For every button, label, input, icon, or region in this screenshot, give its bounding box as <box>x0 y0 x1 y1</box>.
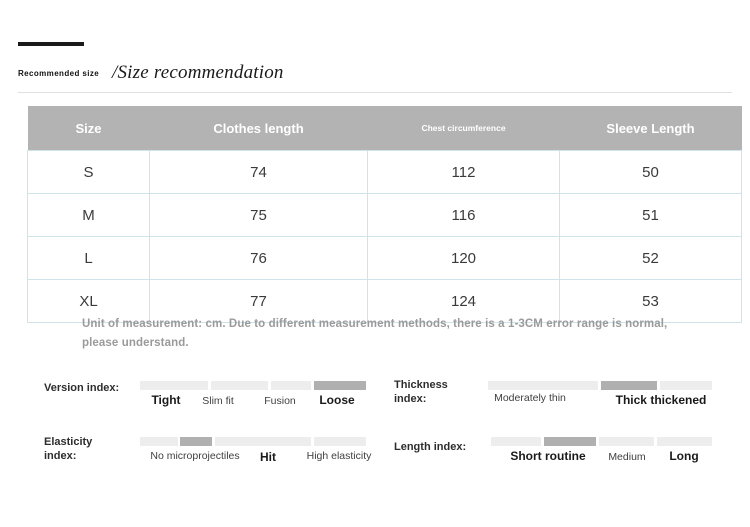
table-row <box>28 194 742 237</box>
cell-clothes-length: 75 <box>150 194 368 237</box>
cell-sleeve-length: 53 <box>560 280 742 323</box>
header-label: Recommended size <box>18 69 100 78</box>
header-divider <box>18 92 732 93</box>
thickness-tick-moderately-thin: Moderately thin <box>494 392 566 404</box>
length-tick-short-routine: Short routine <box>510 449 586 463</box>
elasticity-index-track-2 <box>215 437 311 446</box>
version-index-track-3 <box>271 381 311 390</box>
column-header-chest-circumference: Chest circumference <box>368 106 560 151</box>
table-header-row <box>28 106 742 151</box>
elasticity-index-label: Elasticity index: <box>44 436 93 462</box>
cell-chest-circumference: 124 <box>368 280 560 323</box>
cell-clothes-length: 74 <box>150 151 368 194</box>
length-index-fill <box>544 437 596 446</box>
length-index-label: Length index: <box>394 441 467 453</box>
cell-clothes-length: 77 <box>150 280 368 323</box>
cell-size: M <box>28 194 150 237</box>
thickness-index-fill <box>601 381 657 390</box>
elasticity-tick-high-elasticity: High elasticity <box>306 450 372 462</box>
version-index-track-2 <box>211 381 268 390</box>
cell-size: S <box>28 151 150 194</box>
length-tick-medium: Medium <box>608 451 646 463</box>
thickness-index-track-1 <box>488 381 598 390</box>
length-index-track-3 <box>657 437 712 446</box>
cell-chest-circumference: 116 <box>368 194 560 237</box>
table-row <box>28 237 742 280</box>
version-tick-tight: Tight <box>151 393 181 407</box>
cell-sleeve-length: 50 <box>560 151 742 194</box>
cell-sleeve-length: 51 <box>560 194 742 237</box>
length-index-track-2 <box>599 437 654 446</box>
version-tick-fusion: Fusion <box>264 395 296 407</box>
cell-chest-circumference: 112 <box>368 151 560 194</box>
size-table-header <box>28 106 742 151</box>
elasticity-index-track-3 <box>314 437 366 446</box>
version-index-track-1 <box>140 381 208 390</box>
cell-chest-circumference: 120 <box>368 237 560 280</box>
elasticity-tick-hit: Hit <box>260 450 276 464</box>
thickness-index-track-2 <box>660 381 712 390</box>
top-rule-decoration <box>18 42 84 46</box>
size-table <box>27 106 742 323</box>
length-tick-long: Long <box>669 449 699 463</box>
elasticity-index-track-1 <box>140 437 178 446</box>
thickness-tick-thick-thickened: Thick thickened <box>615 393 707 407</box>
page-title: /Size recommendation <box>112 62 284 83</box>
table-row <box>28 151 742 194</box>
elasticity-index-fill <box>180 437 212 446</box>
thickness-index-label: Thickness index: <box>394 379 448 405</box>
cell-clothes-length: 76 <box>150 237 368 280</box>
column-header-sleeve-length: Sleeve Length <box>560 106 742 151</box>
length-index-track-1 <box>491 437 541 446</box>
version-tick-slim-fit: Slim fit <box>202 395 234 407</box>
cell-size: XL <box>28 280 150 323</box>
column-header-clothes-length: Clothes length <box>150 106 368 151</box>
column-header-size: Size <box>28 106 150 151</box>
cell-size: L <box>28 237 150 280</box>
cell-sleeve-length: 52 <box>560 237 742 280</box>
version-index-label: Version index: <box>44 382 120 394</box>
version-index-fill <box>314 381 366 390</box>
measurement-note: Unit of measurement: cm. Due to different measurement methods, there is a 1-3CM error range is normal, please understand. <box>82 318 668 349</box>
version-tick-loose: Loose <box>319 393 355 407</box>
size-table-body <box>28 151 742 323</box>
elasticity-tick-no-microprojectiles: No microprojectiles <box>150 450 240 462</box>
